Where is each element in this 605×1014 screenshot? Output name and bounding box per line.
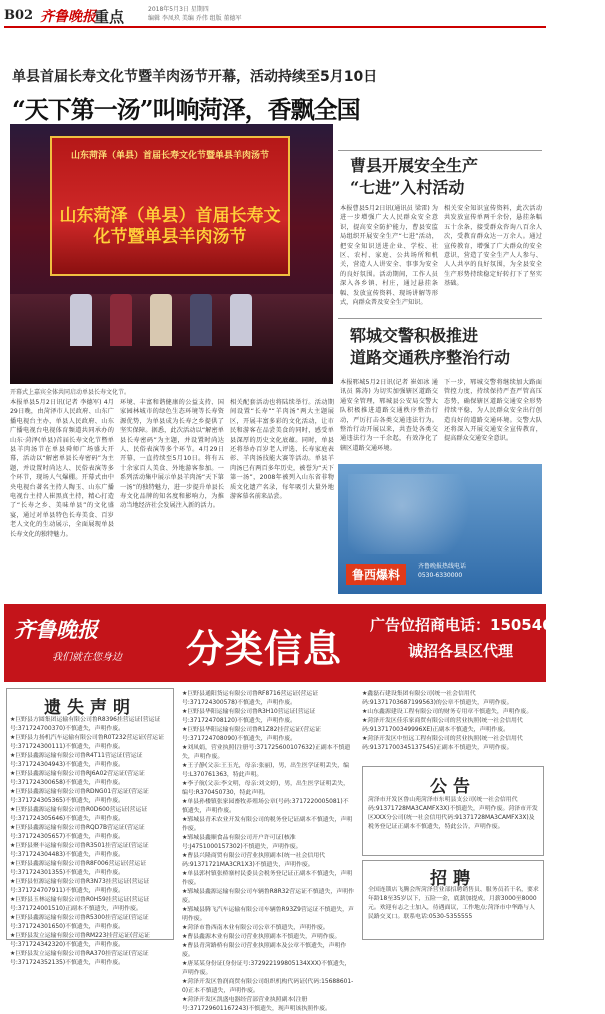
notice-item: ★山东鑫源建设工程有限公司的财务专用章不慎遗失，声明作废。 bbox=[362, 709, 533, 715]
notice-item: ★郓城县鑫顺食品有限公司开户许可证(核准号:J4751000157302)不慎遗失，声明作废。 bbox=[182, 835, 302, 850]
notice-item: ★菏泽开发区中恒远工程有限公司的营业执照(统一社会信用代码:91371700345137545)正副本不慎遗失，声明作废。 bbox=[362, 736, 523, 751]
notice-item: ★唐某某身份证(身份证号:372922199805134XXX)不慎遗失，声明作废。 bbox=[182, 961, 351, 976]
notice-item: ★郓城县青禾农业开发有限公司的税务登记证副本不慎遗失，声明作废。 bbox=[182, 817, 353, 832]
story3-headline-2: 道路交通秩序整治行动 bbox=[350, 348, 511, 367]
lead-photo bbox=[10, 124, 333, 384]
person-figure bbox=[230, 294, 252, 346]
lead-column-2: 环境、丰富和谐健康的公益支持、国家园林城市的绿色生态环境等长寿资源优势，为单县成为长寿之乡提供了坚实保障。据悉，此次活动以“解密单县长寿密码”为主题，并设置时尚达人、民俗表演等多个环节。4月29日开幕，一直持续至5月10日。将有五十余家百人美食、外地游客参加。一系列活动集中展示单县羊肉汤“天下第一汤”的独特魅力，进一步提升单县长寿文化品牌的知名度和影响力，为推动当地经济社会发展注入新的活力。 bbox=[120, 399, 224, 510]
notice-item: ★巨野县华阳运输有限公司鲁R3H10营运证(营运证号:371724708120)不慎遗失，声明作废。 bbox=[182, 709, 316, 724]
header-editors: 编辑 李凤玖 美编 乔伟 组版 董德军 bbox=[148, 15, 242, 22]
screen-main-text: 山东菏泽（单县）首届长寿文化节暨单县羊肉汤节 bbox=[59, 206, 281, 247]
announcement-title: 公告 bbox=[430, 777, 476, 797]
notice-item: ★巨野县方圆集团运输有限公司鲁R8396挂营运证(营运证号:371724700370)不慎遗失，声明作废。 bbox=[10, 717, 161, 732]
ad-logo: 鲁西爆料 bbox=[346, 564, 406, 585]
notice-item: ★曹县鑫源木业有限公司营业执照副本不慎遗失，声明作废。 bbox=[182, 934, 341, 940]
banner-agent: 诚招各县区代理 bbox=[408, 642, 514, 660]
banner-slogan: 我们就在您身边 bbox=[52, 652, 122, 663]
notice-item: ★巨野县聚丰运输有限公司鲁R3501挂营运证(营运证号:371724304483)不慎遗失，声明作废。 bbox=[10, 843, 149, 858]
notice-item: ★曹县青菏路桥有限公司营业执照副本及公章不慎遗失，声明作废。 bbox=[182, 943, 347, 958]
notice-item: ★菏泽开发区凯盛电器经营部营业执照副本(注册号:371729601167243)不慎遗失，现声明该执照作废。 bbox=[182, 997, 331, 1012]
story3-headline-1: 郓城交警积极推进 bbox=[350, 326, 479, 345]
ad-phone-label: 齐鲁晚报热线电话 bbox=[418, 563, 467, 570]
notice-item: ★巨野县鑫源运输有限公司鲁R8F006营运证(营运证号:371724301355)不慎遗失，声明作废。 bbox=[10, 861, 147, 876]
lead-kicker: 单县首届长寿文化节暨羊肉汤节开幕，活动持续至5月10日 bbox=[12, 69, 378, 85]
notice-item: ★菏泽开发区鲁润商贸有限公司组织机构代码证(代码:15688601-0)正本不慎遗失，声明作废。 bbox=[182, 979, 354, 994]
banner-phone: 广告位招商电话：15054655267 bbox=[370, 616, 605, 634]
person-figure bbox=[110, 294, 132, 346]
banner-title: 分类信息 bbox=[186, 627, 343, 671]
notice-item: ★巨野县力扬机汽车运输有限公司鲁R0T232营运证(营运证号:371724300111)不慎遗失，声明作废。 bbox=[10, 735, 164, 750]
story3-column-1: 本报郓城5月2日讯(记者 崔如冰 通讯员 陈涛) 为切实加强辖区道路交通安全管理，郓城县公安局交警大队积极推进道路交通秩序整治行动，严厉打击各类交通违法行为。整治行动开展以来，共查处各类交通违法行为一千余起，有效净化了辖区道路交通环境。 bbox=[340, 379, 438, 452]
notice-item: ★巨野县通阳货运有限公司鲁RF8716营运证(营运证号:371724300578)不慎遗失，声明作废。 bbox=[182, 691, 319, 706]
lead-column-1: 本报单县5月2日讯(记者 李德军) 4月29日晚，由菏泽市人民政府、山东广播电视台主办，单县人民政府、山东广播电视台电视体育频道共同承办的山东·菏泽(单县)首届长寿文化节暨单县羊肉汤节在单县舜师广场盛大开幕，活动以“解密单县长寿密码”为主题，并设置时尚达人、民俗表演等多个环节，现场人气爆棚。开幕式由中央电视台著名主持人陶玉、山东广播电视台主持人崔黑真主持，精心打造了“长寿之乡、美味单县”的文化盛宴，通过对单县特色长寿美食、百岁老人文化的生动展示，全面展现单县长寿文化的独特魅力。 bbox=[10, 399, 114, 538]
notice-item: ★巨野县鑫源运输有限公司鲁RJ6A02营运证(营运证号:371724300658)不慎遗失，声明作废。 bbox=[10, 771, 145, 786]
screen-banner-text: 山东菏泽（单县）首届长寿文化节暨单县羊肉汤节 bbox=[70, 151, 269, 161]
notice-item: ★单县郭村镇张桥寨村民委员会税务登记证正副本不慎遗失，声明作废。 bbox=[182, 871, 353, 886]
story2-headline-2: “七进”入村活动 bbox=[350, 178, 465, 197]
notice-item: ★曹县兴隆商贸有限公司营业执照副本(统一社会信用代码:91371721MA3CR1X3)不慎遗失，声明作废。 bbox=[182, 853, 326, 868]
banner-logo: 齐鲁晚报 bbox=[14, 617, 98, 642]
column-divider bbox=[338, 150, 542, 151]
notice-item: ★巨野县鑫源运输有限公司鲁RQD7B营运证(营运证号:371724305657)不慎遗失，声明作废。 bbox=[10, 825, 145, 840]
column-divider bbox=[338, 318, 542, 319]
notice-item: ★巨野县鑫源运输有限公司鲁R0D600营运证(营运证号:371724305646)不慎遗失，声明作废。 bbox=[10, 807, 148, 822]
notice-item: ★巨野县恒源运输有限公司鲁R3N73挂营运证(营运证号:371724707911)不慎遗失，声明作废。 bbox=[10, 879, 150, 894]
notice-item: ★郓城县腾飞汽车运输有限公司车辆鲁R93Z9营运证不慎遗失，声明作废。 bbox=[182, 907, 354, 922]
person-figure bbox=[70, 294, 92, 346]
header-meta bbox=[148, 5, 308, 23]
newspaper-logo: 齐鲁晚报 bbox=[40, 9, 96, 25]
lost-notice-list bbox=[10, 716, 170, 966]
notice-item: ★李子航(父亲:李文明，母亲:刘文婷)，男，出生医学证明丢失，编号:R370450730，特此声明。 bbox=[182, 781, 350, 796]
recruit-body: 全国连锁店飞腾会所菏泽营业部招聘销售员、服务员若干名，要求年龄18至35岁以下，五险一金，底薪加提成，月薪3000至8000元。欢迎有志之士加入，待遇面议，工作地点:菏泽市中华路与人民路交叉口。联系电话:0530-5355555 bbox=[368, 887, 539, 920]
notice-item: ★郓城县鑫源运输有限公司车辆鲁R8R32营运证不慎遗失，声明作废。 bbox=[182, 889, 354, 904]
header-date: 2018年5月3日 星期四 bbox=[148, 6, 209, 13]
notice-item: ★巨野县发立运输有限公司鲁RA370挂营运证(营运证号:371724352135)不慎遗失，声明作废。 bbox=[10, 951, 149, 966]
notice-item: ★鑫磊石建设集团有限公司(统一社会信用代码:91371703687199563)的公章不慎遗失，声明作废。 bbox=[362, 691, 513, 706]
notice-item: ★巨野县鑫源运输有限公司鲁R5300挂营运证(营运证号:371724301650)不慎遗失，声明作废。 bbox=[10, 915, 149, 930]
section-title: 重点 bbox=[94, 8, 125, 26]
story2-column-1: 本报曹县5月2日讯(通讯员 梁雷) 为进一步增强广大人民群众安全意识，提高安全防护能力，曹县安监局组织开展安全生产“七进”活动，把安全知识送进企业、学校、社区、农村、家庭、公共场所和机关，营造人人讲安全、事事为安全的良好氛围。活动期间，工作人员深入各乡镇、村庄，通过悬挂条幅、发放宣传资料、现场讲解等形式，向群众普及安全生产知识。 bbox=[340, 205, 438, 307]
hotline-ad bbox=[338, 464, 542, 594]
person-figure bbox=[190, 294, 212, 346]
story2-column-2: 相关安全知识宣传资料，此次活动共发放宣传单两千余份，悬挂条幅五十余条，接受群众咨询八百余人次，受教育群众达一万余人。通过宣传教育，增强了广大群众的安全意识，营造了安全生产人人参与、人人共享的良好氛围，为全县安全生产形势持续稳定好转打下了坚实基础。 bbox=[444, 205, 542, 288]
notice-item: ★菏泽开发区佳乐家商贸有限公司的营业执照(统一社会信用代码:91371700349996XE)正副本不慎遗失，声明作废。 bbox=[362, 718, 523, 733]
ad-background bbox=[348, 474, 528, 554]
recruit-title: 招聘 bbox=[430, 869, 476, 889]
ad-phone-number: 0530-6330000 bbox=[418, 572, 463, 579]
right-notice-list bbox=[362, 690, 544, 762]
stage-screen bbox=[50, 136, 290, 276]
notice-item: ★刘凤娟，营业执照(注册号:371725600107632)正副本不慎遗失，声明作废。 bbox=[182, 745, 351, 760]
ad-phone-block bbox=[418, 562, 466, 580]
lost-notice-title: 遗失声明 bbox=[44, 698, 136, 718]
notice-item: ★巨野县玉林运输有限公司鲁R0H59挂营运证(营运证号:371724001510)正副本不慎遗失，声明作废。 bbox=[10, 897, 150, 912]
notice-item: ★巨野县华阳运输有限公司鲁R1Z82挂营运证(营运证号:371724708090)不慎遗失，声明作废。 bbox=[182, 727, 321, 742]
story2-headline-1: 曹县开展安全生产 bbox=[350, 156, 479, 175]
announcement-body: 菏泽市开发区鲁山苑菏泽市东明县支公司(统一社会信用代码:91371728MA3CAMFX3X)不慎遗失，声明作废。菏泽市开发区XXX分公司(统一社会信用代码:91371728MA3CAMFX3X)及税务登记证正副本不慎遗失，特此公告，声明作废。 bbox=[368, 797, 538, 830]
photo-caption: 开幕式上嘉宾全体共同启动单县长寿文化节。 bbox=[10, 389, 131, 396]
lead-headline: “天下第一汤”叫响菏泽，香飘全国 bbox=[12, 95, 360, 124]
middle-notice-list bbox=[182, 690, 354, 1012]
notice-item: ★巨野县发立运输有限公司鲁RM223挂营运证(营运证号:371724342320)不慎遗失，声明作废。 bbox=[10, 933, 150, 948]
page-number: B02 bbox=[4, 8, 34, 23]
notice-item: ★单县孙楼镇张家园畜牧养殖场公章(号码:3717220005081)不慎遗失，声明作废。 bbox=[182, 799, 349, 814]
notice-item: ★菏泽市鲁西南木业有限公司公章不慎遗失，声明作废。 bbox=[182, 925, 329, 931]
notice-item: ★巨野县鑫源运输有限公司鲁RDNG01营运证(营运证号:371724305365)不慎遗失，声明作废。 bbox=[10, 789, 149, 804]
lead-column-3: 相关配套活动也将陆续举行。活动期间设置“长寿”“羊肉汤”两大主题展区，开展丰富多彩的文化活动，让市民和游客在品尝美食的同时，感受单县深厚的历史文化底蕴。同时，单县还将举办百岁老人评选、长寿家庭表彰、羊肉汤技能大赛等活动。单县羊肉汤已有两百多年历史，被誉为“天下第一汤”，2008年被列入山东省非物质文化遗产名录，每年吸引大量外地游客慕名前来品尝。 bbox=[230, 399, 334, 501]
notice-item: ★巨野县鑫源运输有限公司鲁R4T11营运证(营运证号:371724304943)不慎遗失，声明作废。 bbox=[10, 753, 143, 768]
notice-item: ★王子静(父亲:王玉光，母亲:张丽)，男，出生医学证明丢失，编号:L370761363，特此声明。 bbox=[182, 763, 350, 778]
story3-column-2: 下一步，郓城交警将继续加大路面管控力度，持续保持严查严管高压态势，确保辖区道路交通安全形势持续平稳，为人民群众安全出行创造良好的道路交通环境。交警大队还将深入开展交通安全宣传教育，提高群众交通安全意识。 bbox=[444, 379, 542, 443]
person-figure bbox=[150, 294, 172, 346]
header-rule bbox=[4, 26, 546, 28]
